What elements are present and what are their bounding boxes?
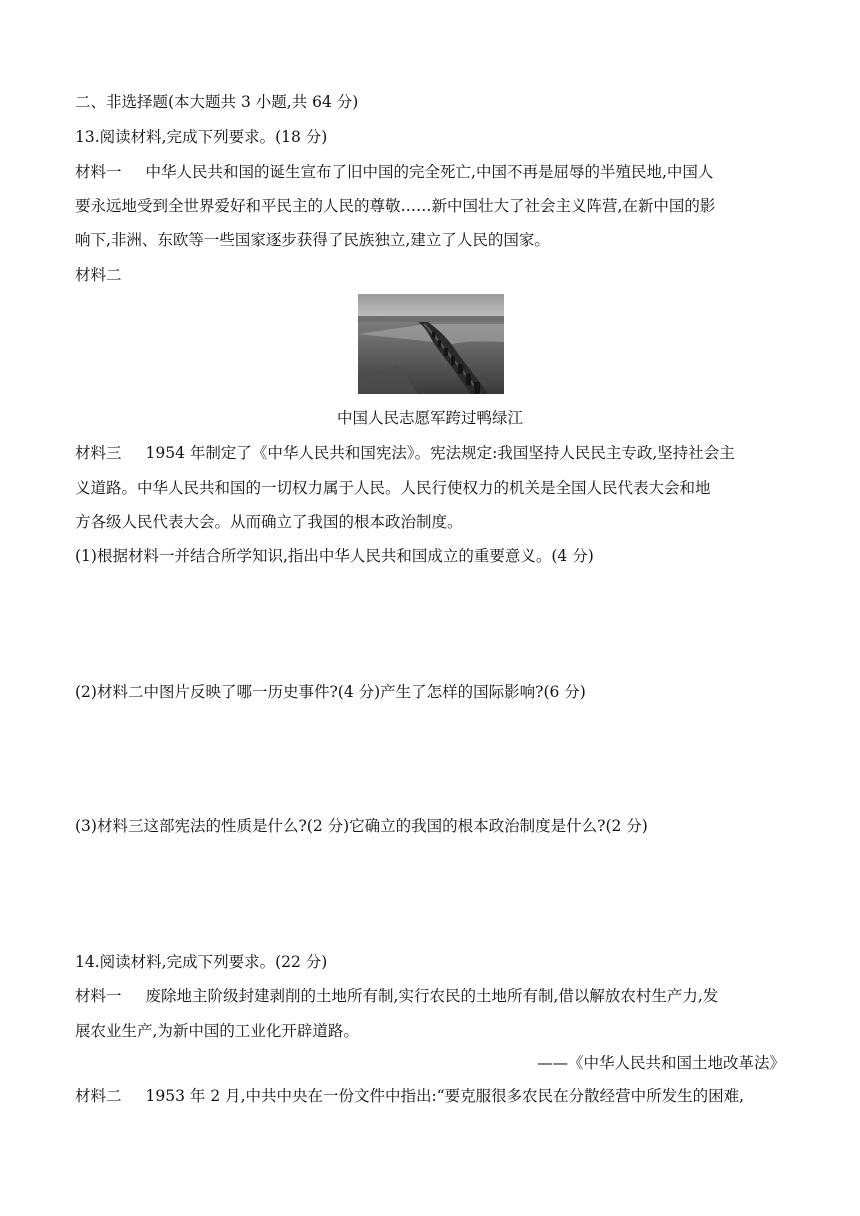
q13-material1-text: 中华人民共和国的诞生宣布了旧中国的完全死亡,中国不再是屈辱的半殖民地,中国人 [145,163,714,181]
volunteer-army-photo [358,294,504,394]
q14-material2-text: 1953 年 2 月,中共中央在一份文件中指出:“要克服很多农民在分散经营中所发生的困难, [145,1087,745,1105]
q13-material3-text: 1954 年制定了《中华人民共和国宪法》。宪法规定:我国坚持人民民主专政,坚持社会主 [145,444,735,462]
q13-material3-line3: 方各级人民代表大会。从而确立了我国的根本政治制度。 [75,513,463,531]
q14-material1-text: 废除地主阶级封建剥削的土地所有制,实行农民的土地所有制,借以解放农村生产力,发 [145,987,719,1005]
q13-material1-line2: 要永远地受到全世界爱好和平民主的人民的尊敬……新中国壮大了社会主义阵营,在新中国的影 [75,197,716,215]
q13-subquestion-2: (2)材料二中图片反映了哪一历史事件?(4 分)产生了怎样的国际影响?(6 分) [75,683,586,701]
q13-material2-label: 材料二 [75,266,122,284]
q13-material1-line1 [75,161,713,183]
q13-material1-line3: 响下,非洲、东欧等一些国家逐步获得了民族独立,建立了人民的国家。 [75,231,550,249]
q13-material1-label: 材料一 [75,163,122,181]
q14-material2-line1 [75,1085,744,1107]
q14-material1-label: 材料一 [75,987,122,1005]
q13-title: 13.阅读材料,完成下列要求。(18 分) [75,128,328,146]
q13-material3-line1 [75,442,735,464]
photo-caption: 中国人民志愿军跨过鸭绿江 [336,409,523,427]
q14-material1-source: ——《中华人民共和国土地改革法》 [536,1054,785,1072]
q13-material3-label: 材料三 [75,444,122,462]
q14-material2-label: 材料二 [75,1087,122,1105]
volunteer-army-photo-image [358,294,504,394]
q13-material3-line2: 义道路。中华人民共和国的一切权力属于人民。人民行使权力的机关是全国人民代表大会和地 [75,479,711,497]
q14-material1-line2: 展农业生产,为新中国的工业化开辟道路。 [75,1022,359,1040]
q13-subquestion-3: (3)材料三这部宪法的性质是什么?(2 分)它确立的我国的根本政治制度是什么?(2 分) [75,817,648,835]
q14-material1-line1 [75,985,718,1007]
section-heading: 二、非选择题(本大题共 3 小题,共 64 分) [75,93,359,111]
q14-title: 14.阅读材料,完成下列要求。(22 分) [75,953,328,971]
q13-subquestion-1: (1)根据材料一并结合所学知识,指出中华人民共和国成立的重要意义。(4 分) [75,547,594,565]
